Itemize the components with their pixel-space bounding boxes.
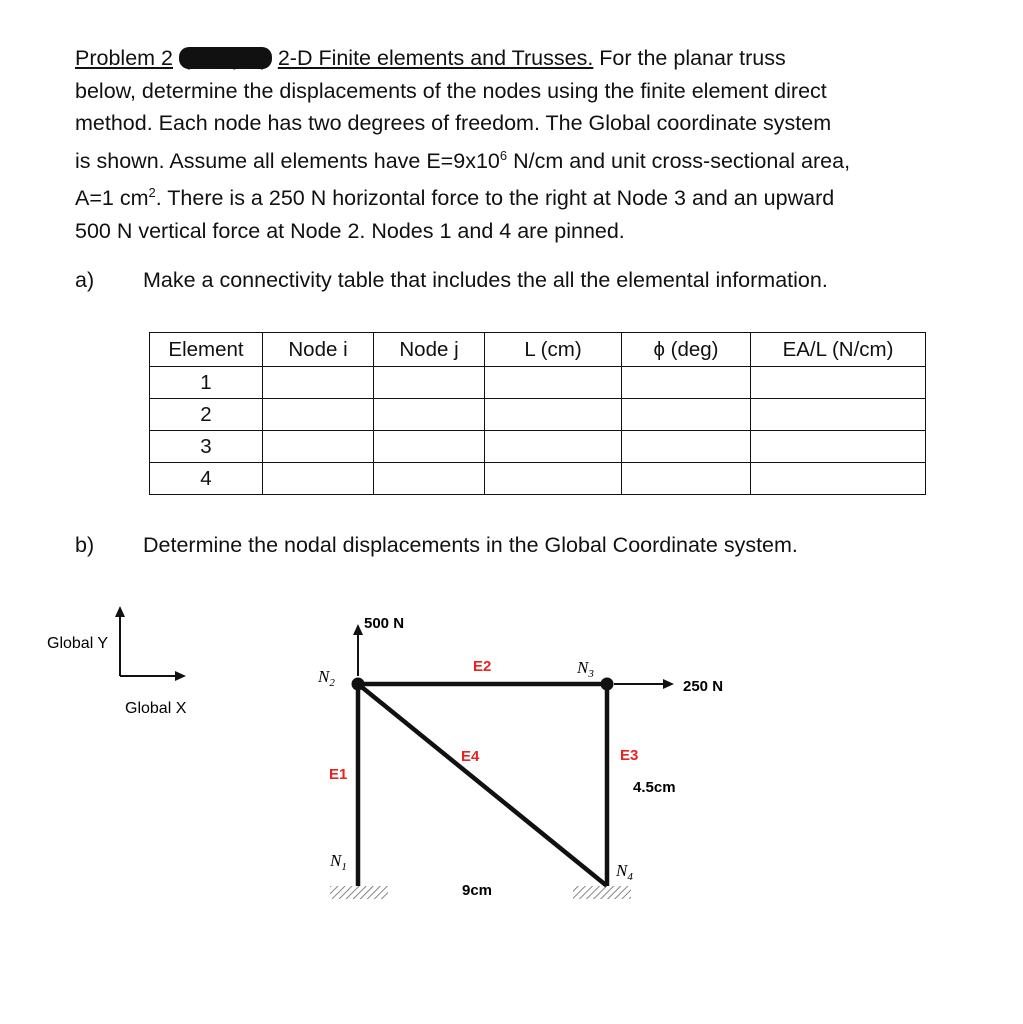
arrow-up-icon — [115, 606, 125, 617]
cell-node-j[interactable] — [374, 399, 485, 431]
table-row — [150, 463, 926, 495]
header-node-i: Node i — [263, 333, 374, 367]
element-label-e1: E1 — [329, 766, 348, 783]
problem-line-1 — [75, 42, 955, 75]
problem-label: Problem 2 — [75, 46, 173, 70]
cell-node-j[interactable] — [374, 367, 485, 399]
cell-node-i[interactable] — [263, 367, 374, 399]
header-length: L (cm) — [485, 333, 622, 367]
connectivity-table — [149, 332, 926, 495]
cell-length[interactable] — [485, 431, 622, 463]
row-element-number: 2 — [150, 399, 263, 431]
arrow-right-icon — [663, 679, 674, 689]
cell-ea-l[interactable] — [751, 399, 926, 431]
table-header-row — [150, 333, 926, 367]
truss-members — [358, 684, 607, 886]
table-row — [150, 367, 926, 399]
cell-phi[interactable] — [622, 399, 751, 431]
cell-length[interactable] — [485, 463, 622, 495]
header-ea-l: EA/L (N/cm) — [751, 333, 926, 367]
dimension-height: 4.5cm — [633, 779, 676, 796]
global-x-label: Global X — [125, 700, 187, 717]
problem-line-1-rest: For the planar truss — [599, 46, 786, 70]
problem-line-5 — [75, 177, 955, 215]
cell-phi[interactable] — [622, 463, 751, 495]
problem-line-4 — [75, 140, 955, 178]
header-node-j: Node j — [374, 333, 485, 367]
problem-line-2: below, determine the displacements of the nodes using the finite element direct — [75, 78, 827, 103]
row-element-number: 4 — [150, 463, 263, 495]
line4-a: is shown. Assume all elements have E=9x10 — [75, 148, 500, 173]
exp-2: 2 — [148, 185, 156, 201]
force-500n-label: 500 N — [364, 615, 405, 632]
node-label-n2: $N_2$ — [318, 667, 335, 689]
cell-ea-l[interactable] — [751, 367, 926, 399]
exp-6: 6 — [499, 147, 508, 163]
cell-node-i[interactable] — [263, 431, 374, 463]
cell-length[interactable] — [485, 399, 622, 431]
cell-ea-l[interactable] — [751, 431, 926, 463]
node-3 — [601, 678, 614, 691]
problem-title: 2-D Finite elements and Trusses. — [277, 46, 594, 70]
part-a-label: a) — [75, 268, 95, 292]
node-label-n3: $N_3$ — [577, 658, 594, 680]
cell-ea-l[interactable] — [751, 463, 926, 495]
row-element-number: 1 — [150, 367, 263, 399]
cell-node-j[interactable] — [374, 431, 485, 463]
part-b-text: Determine the nodal displacements in the Global Coordinate system. — [143, 533, 798, 557]
member-e4 — [358, 684, 607, 886]
node-2 — [352, 678, 365, 691]
arrow-right-icon — [175, 671, 186, 681]
part-a-text: Make a connectivity table that includes the all the elemental information. — [143, 268, 828, 292]
line5-a: A=1 cm — [75, 186, 149, 211]
line4-b: N/cm and unit cross-sectional area, — [507, 148, 851, 173]
global-y-label: Global Y — [47, 635, 109, 652]
cell-phi[interactable] — [622, 367, 751, 399]
pin-support-node-1 — [330, 886, 388, 899]
redacted-points: (100 pts) — [179, 47, 272, 69]
node-label-n1: $N_1$ — [330, 851, 347, 873]
part-b-label: b) — [75, 533, 95, 557]
table-row — [150, 399, 926, 431]
force-250n-label: 250 N — [683, 678, 724, 695]
line5-b: . There is a 250 N horizontal force to the right at Node 3 and an upward — [155, 186, 835, 211]
cell-node-i[interactable] — [263, 399, 374, 431]
element-label-e4: E4 — [461, 748, 480, 765]
cell-node-j[interactable] — [374, 463, 485, 495]
header-element: Element — [150, 333, 263, 367]
problem-line-6: 500 N vertical force at Node 2. Nodes 1 and 4 are pinned. — [75, 218, 625, 243]
pin-support-node-4 — [573, 886, 631, 899]
row-element-number: 3 — [150, 431, 263, 463]
truss-figure — [0, 590, 1023, 930]
cell-phi[interactable] — [622, 431, 751, 463]
element-label-e3: E3 — [620, 747, 639, 764]
problem-line-3: method. Each node has two degrees of freedom. The Global coordinate system — [75, 111, 832, 135]
node-label-n4: $N_4$ — [616, 861, 633, 883]
table-row — [150, 431, 926, 463]
header-phi: ϕ (deg) — [622, 333, 751, 367]
global-axes — [47, 606, 187, 717]
dimension-width: 9cm — [462, 882, 493, 899]
arrow-up-icon — [353, 624, 363, 635]
cell-length[interactable] — [485, 367, 622, 399]
cell-node-i[interactable] — [263, 463, 374, 495]
problem-statement — [75, 42, 955, 247]
element-label-e2: E2 — [473, 658, 492, 675]
